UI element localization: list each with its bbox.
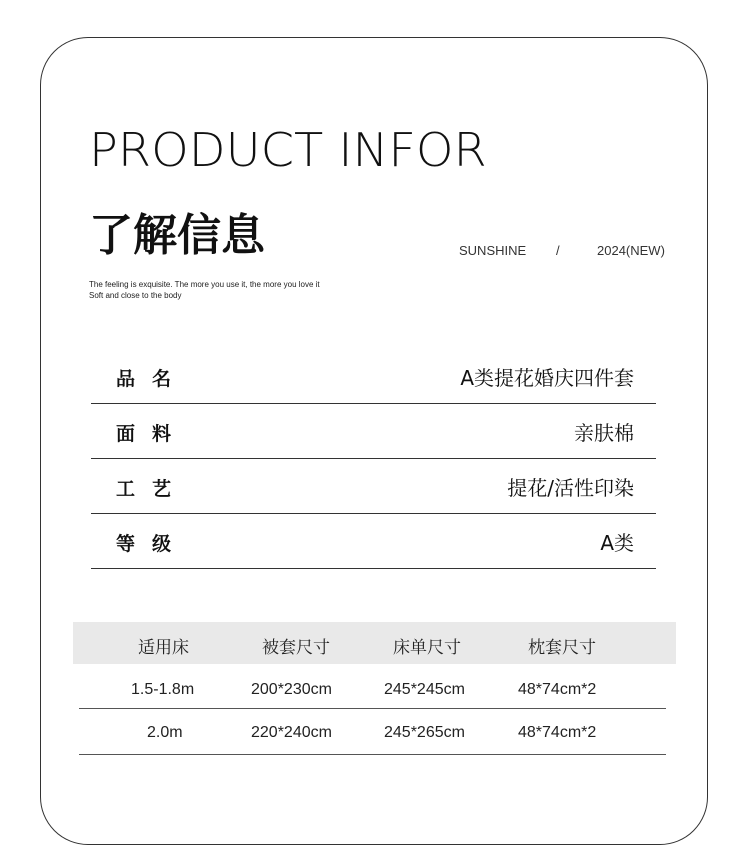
size-table-cell: 48*74cm*2 bbox=[518, 724, 597, 741]
page-title-chinese: 了解信息 bbox=[89, 210, 265, 261]
spec-value: A类 bbox=[600, 531, 634, 555]
spec-value: 亲肤棉 bbox=[574, 421, 634, 445]
spec-row-grade bbox=[91, 514, 656, 569]
tagline-line-2: Soft and close to the body bbox=[89, 291, 182, 300]
spec-row-fabric bbox=[91, 404, 656, 459]
tagline bbox=[89, 279, 320, 301]
size-table-row-divider bbox=[79, 708, 666, 709]
spec-label: 品名 bbox=[116, 368, 189, 390]
size-table-cell: 1.5-1.8m bbox=[131, 681, 195, 698]
page-title-english: PRODUCT INFOR bbox=[89, 123, 487, 177]
meta-separator: / bbox=[556, 243, 560, 258]
size-table-cell: 2.0m bbox=[147, 724, 183, 741]
tagline-line-1: The feeling is exquisite. The more you use it, the more you love it bbox=[89, 280, 320, 289]
size-table-cell: 48*74cm*2 bbox=[518, 681, 597, 698]
size-table-cell: 245*245cm bbox=[384, 681, 465, 698]
spec-value: 提花/活性印染 bbox=[507, 476, 634, 500]
spec-row-product-name bbox=[91, 349, 656, 404]
size-table-header-cell: 床单尺寸 bbox=[393, 638, 461, 658]
spec-label: 面料 bbox=[116, 423, 189, 445]
spec-value: A类提花婚庆四件套 bbox=[460, 366, 634, 390]
size-table-cell: 245*265cm bbox=[384, 724, 465, 741]
spec-label: 工艺 bbox=[116, 478, 189, 500]
spec-row-craft bbox=[91, 459, 656, 514]
size-table-header-cell: 适用床 bbox=[138, 638, 189, 658]
size-table-row-divider bbox=[79, 754, 666, 755]
size-table-header-cell: 枕套尺寸 bbox=[528, 638, 596, 658]
spec-label: 等级 bbox=[116, 533, 189, 555]
brand-label: SUNSHINE bbox=[459, 243, 527, 258]
year-label: 2024(NEW) bbox=[597, 243, 665, 258]
size-table-header-cell: 被套尺寸 bbox=[262, 638, 330, 658]
size-table-cell: 220*240cm bbox=[251, 724, 332, 741]
size-table-cell: 200*230cm bbox=[251, 681, 332, 698]
